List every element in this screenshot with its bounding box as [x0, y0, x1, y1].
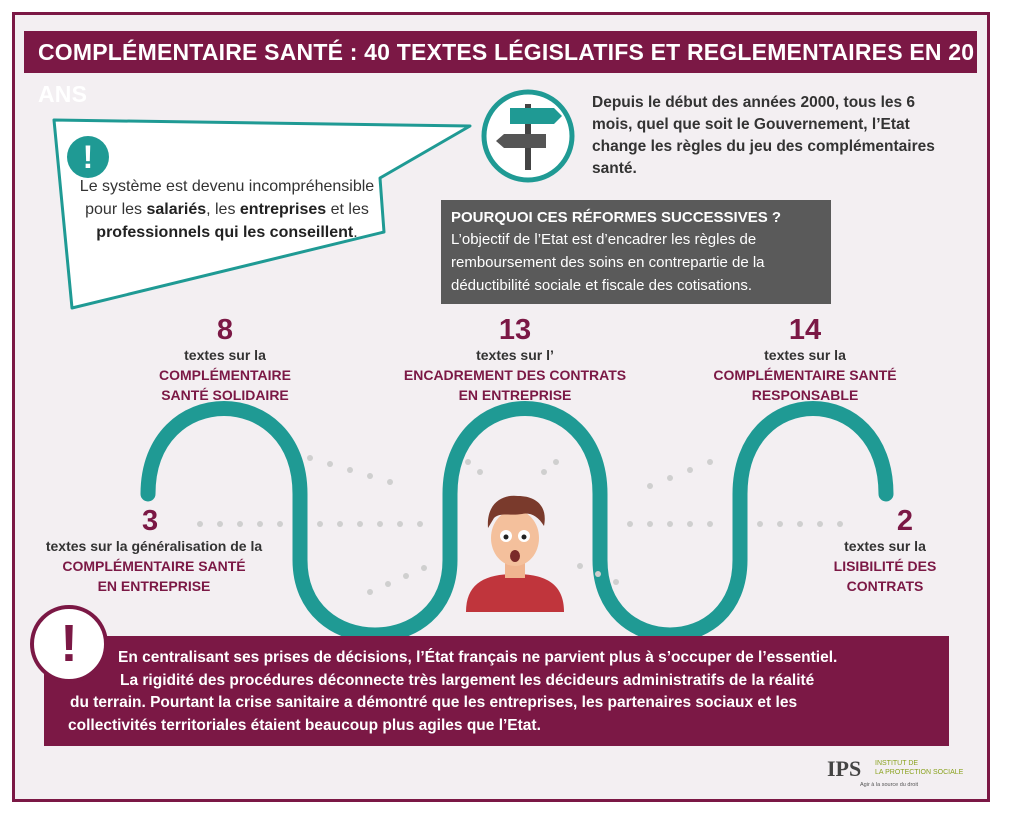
conclusion-text: [68, 647, 928, 737]
ips-logo-name: INSTITUT DE LA PROTECTION SOCIALE: [875, 760, 964, 776]
stat-category: COMPLÉMENTAIRE SANTÉ RESPONSABLE: [713, 367, 897, 403]
stat-category: COMPLÉMENTAIRE SANTÉ EN ENTREPRISE: [62, 558, 246, 594]
stat-prefix: textes sur la: [844, 538, 926, 554]
stat-lisibilite: [815, 505, 955, 596]
stat-prefix: textes sur la: [184, 347, 266, 363]
stat-number: 14: [788, 314, 822, 346]
stat-category: LISIBILITÉ DES CONTRATS: [833, 558, 937, 594]
conclusion-line: En centralisant ses prises de décisions, l’État français ne parvient plus à s’occuper de l’essentiel.: [118, 649, 838, 666]
stat-prefix: textes sur l’: [476, 347, 554, 363]
reforms-heading: POURQUOI CES RÉFORMES SUCCESSIVES ?: [451, 209, 782, 226]
stat-number: 3: [142, 505, 159, 537]
stat-number: 13: [498, 314, 532, 346]
stat-solidaire: [120, 314, 330, 405]
stat-prefix: textes sur la: [764, 347, 846, 363]
conclusion-line: La rigidité des procédures déconnecte très largement les décideurs administratifs de la réalité: [120, 671, 815, 689]
stat-category: ENCADREMENT DES CONTRATS EN ENTREPRISE: [403, 367, 627, 403]
bubble-text: Le système est devenu incompréhensible pour les salariés, les entreprises et les professionnels qui les conseillent.: [79, 178, 375, 241]
stat-prefix: textes sur la généralisation de la: [45, 538, 263, 554]
stat-encadrement: [400, 314, 630, 405]
exclamation-icon: !: [30, 605, 108, 683]
intro-text: Depuis le début des années 2000, tous les 6 mois, quel que soit le Gouvernement, l’Etat change les règles du jeu des complémentaires santé.: [592, 94, 935, 177]
ips-logo: IPS: [827, 756, 862, 781]
reforms-text: L’objectif de l’Etat est d’encadrer les règles de remboursement des soins en contrepartie de la déductibilité sociale et fiscale des cotisations.: [451, 231, 765, 294]
stat-number: 2: [896, 505, 914, 537]
conclusion-line: collectivités territoriales étaient beaucoup plus agiles que l’Etat.: [68, 716, 541, 734]
conclusion-line: du terrain. Pourtant la crise sanitaire a démontré que les entreprises, les partenaires sociaux et les: [70, 694, 798, 711]
stat-generalisation: [24, 505, 284, 596]
stat-category: COMPLÉMENTAIRE SANTÉ SOLIDAIRE: [159, 367, 291, 403]
page-title: COMPLÉMENTAIRE SANTÉ : 40 TEXTES LÉGISLATIFS ET REGLEMENTAIRES EN 20 ANS: [24, 31, 977, 73]
ips-logo-tagline: Agir à la source du droit: [860, 782, 919, 788]
stat-number: 8: [216, 314, 234, 346]
exclamation-icon: !: [67, 136, 109, 178]
worried-person-illustration: [460, 488, 570, 614]
stat-responsable: [700, 314, 910, 405]
